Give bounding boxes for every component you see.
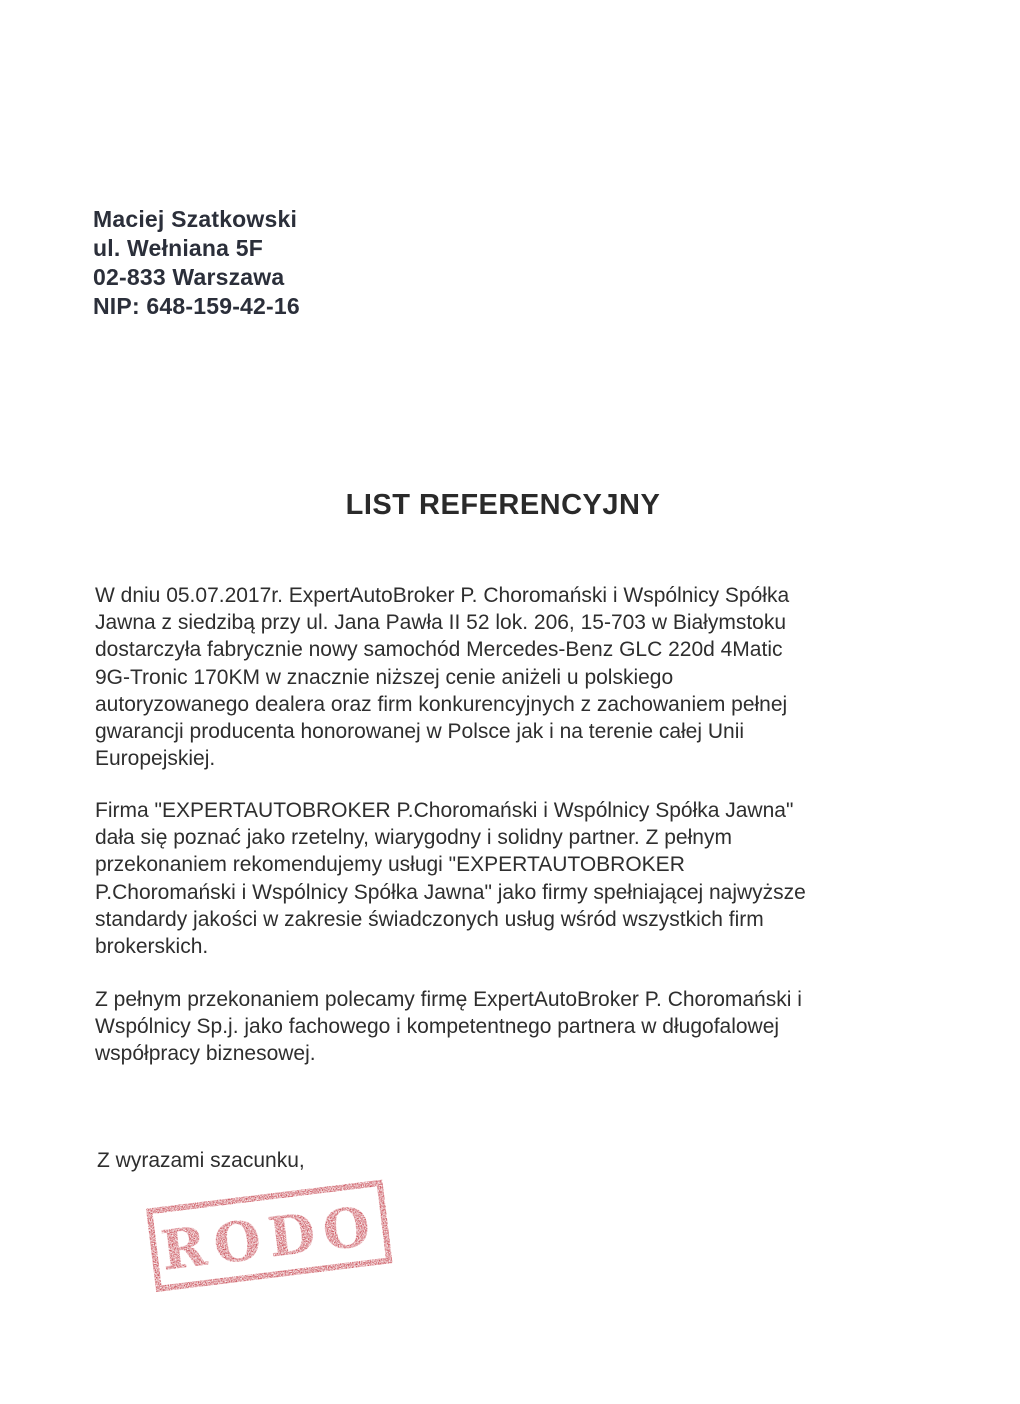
- sender-city: 02-833 Warszawa: [93, 264, 285, 290]
- rodo-stamp: [143, 1175, 393, 1293]
- sender-name: Maciej Szatkowski: [93, 206, 298, 232]
- paragraph-line: Europejskiej.: [95, 747, 216, 771]
- sender-street: ul. Wełniana 5F: [93, 235, 263, 261]
- paragraph-line: Wspólnicy Sp.j. jako fachowego i kompetentnego partnera w długofalowej: [95, 1015, 780, 1039]
- paragraph-line: 9G-Tronic 170KM w znacznie niższej cenie aniżeli u polskiego: [95, 665, 674, 689]
- paragraph-line: P.Choromański i Wspólnicy Spółka Jawna" jako firmy spełniającej najwyższe: [95, 880, 806, 904]
- paragraph-line: standardy jakości w zakresie świadczonych usług wśród wszystkich firm: [95, 907, 764, 931]
- paragraph-line: przekonaniem rekomendujemy usługi "EXPERTAUTOBROKER: [95, 853, 685, 877]
- paragraph-line: gwarancji producenta honorowanej w Polsce jak i na terenie całej Unii: [95, 720, 745, 744]
- document-title: LIST REFERENCYJNY: [345, 489, 661, 521]
- paragraph-line: dała się poznać jako rzetelny, wiarygodny i solidny partner. Z pełnym: [95, 826, 732, 850]
- paragraph-line: Jawna z siedzibą przy ul. Jana Pawła II 52 lok. 206, 15-703 w Białymstoku: [95, 611, 787, 635]
- rodo-stamp-graphic: [143, 1175, 393, 1293]
- paragraph-line: W dniu 05.07.2017r. ExpertAutoBroker P. Choromański i Wspólnicy Spółka: [95, 584, 790, 607]
- paragraph-line: autoryzowanego dealera oraz firm konkurencyjnych z zachowaniem pełnej: [95, 692, 788, 716]
- paragraph-endorsement: [95, 986, 802, 1068]
- paragraph-line: brokerskich.: [95, 935, 209, 959]
- paragraph-line: dostarczyła fabrycznie nowy samochód Mercedes-Benz GLC 220d 4Matic: [95, 638, 783, 662]
- paragraph-line: Firma "EXPERTAUTOBROKER P.Choromański i Wspólnicy Spółka Jawna": [95, 799, 794, 822]
- closing-salutation: Z wyrazami szacunku,: [97, 1149, 305, 1172]
- sender-nip: NIP: 648-159-42-16: [93, 293, 300, 319]
- stamp-text: RODO: [157, 1192, 382, 1283]
- paragraph-line: Z pełnym przekonaniem polecamy firmę ExpertAutoBroker P. Choromański i: [95, 988, 802, 1011]
- sender-address-block: [93, 205, 300, 321]
- paragraph-recommendation: [95, 797, 806, 960]
- paragraph-line: współpracy biznesowej.: [95, 1042, 316, 1066]
- paragraph-delivery: [95, 582, 789, 772]
